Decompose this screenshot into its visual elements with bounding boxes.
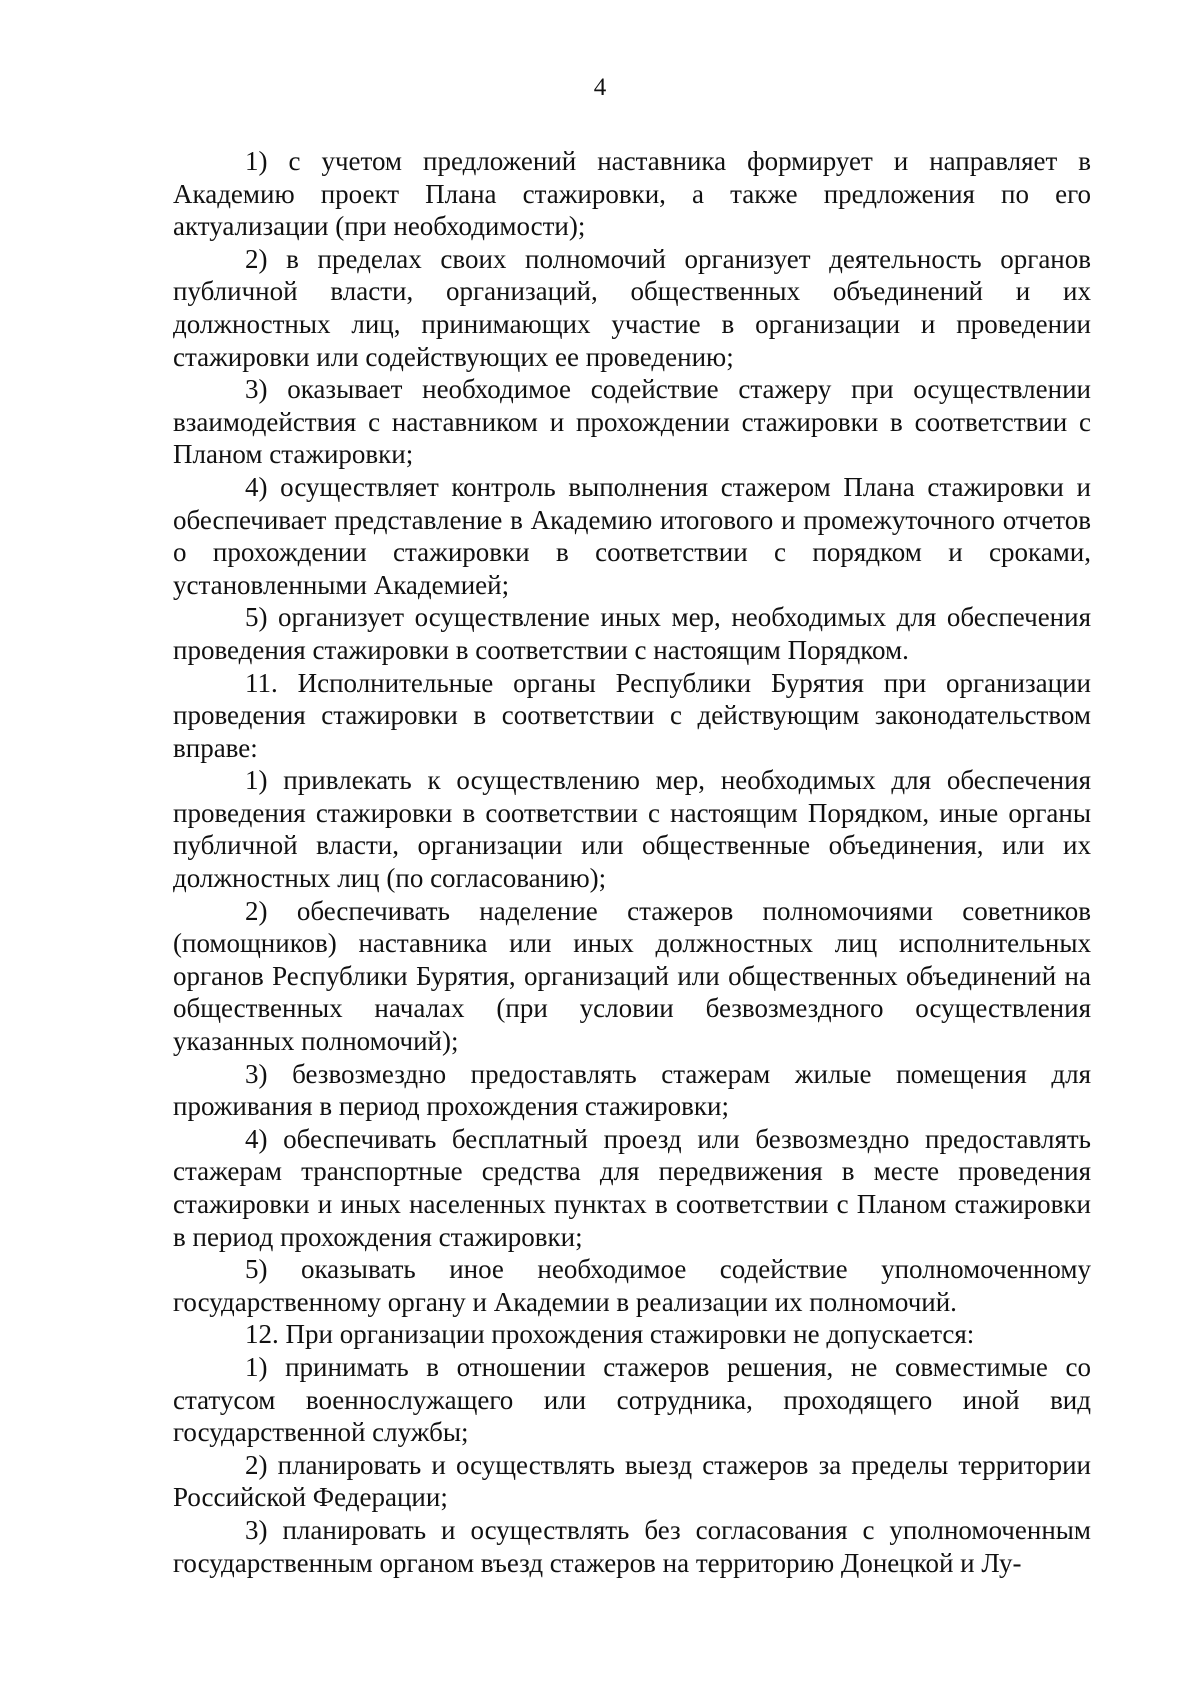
page-number: 4 [593, 74, 607, 101]
paragraph-11-5: 5) оказывать иное необходимое содействие уполномоченному государственному органу и Академии в реализации их полномочий. [173, 1254, 1091, 1317]
document-body [173, 145, 1091, 1579]
paragraph-11: 11. Исполнительные органы Республики Бурятия при организации проведения стажировки в соответствии с действующим законодательством вправе: [173, 667, 1091, 763]
paragraph-11-2: 2) обеспечивать наделение стажеров полномочиями советников (помощников) наставника или иных должностных лиц исполнительных органов Республики Бурятия, организаций или общественных объединений на общественных началах (при условии безвозмездного осуществления указанных полномочий); [173, 895, 1091, 1057]
paragraph-10-5: 5) организует осуществление иных мер, необходимых для обеспечения проведения стажировки в соответствии с настоящим Порядком. [173, 602, 1091, 665]
paragraph-11-1: 1) привлекать к осуществлению мер, необходимых для обеспечения проведения стажировки в соответствии с настоящим Порядком, иные органы публичной власти, организации или общественные объединения, или их должностных лиц (по согласованию); [173, 765, 1091, 894]
paragraph-12: 12. При организации прохождения стажировки не допускается: [245, 1319, 975, 1350]
paragraph-12-2: 2) планировать и осуществлять выезд стажеров за пределы территории Российской Федерации; [173, 1449, 1091, 1513]
paragraph-10-4: 4) осуществляет контроль выполнения стажером Плана стажировки и обеспечивает представление в Академию итогового и промежуточного отчетов о прохождении стажировки в соответствии с порядком и сроками, установленными Академией; [173, 471, 1091, 600]
paragraph-12-1: 1) принимать в отношении стажеров решения, не совместимые со статусом военнослужащего или сотрудника, проходящего иной вид государственной службы; [173, 1351, 1091, 1448]
paragraph-12-3: 3) планировать и осуществлять без согласования с уполномоченным государственным органом въезд стажеров на территорию Донецкой и Лу- [173, 1514, 1091, 1578]
paragraph-10-2: 2) в пределах своих полномочий организует деятельность органов публичной власти, организаций, общественных объединений и их должностных лиц, принимающих участие в организации и проведении стажировки или содействующих ее проведению; [173, 243, 1091, 372]
paragraph-11-3: 3) безвозмездно предоставлять стажерам жилые помещения для проживания в период прохождения стажировки; [173, 1058, 1091, 1122]
paragraph-11-4: 4) обеспечивать бесплатный проезд или безвозмездно предоставлять стажерам транспортные средства для передвижения в месте проведения стажировки и иных населенных пунктах в соответствии с Планом стажировки в период прохождения стажировки; [173, 1123, 1091, 1252]
paragraph-10-1: 1) с учетом предложений наставника формирует и направляет в Академию проект Плана стажировки, а также предложения по его актуализации (при необходимости); [173, 146, 1091, 242]
paragraph-10-3: 3) оказывает необходимое содействие стажеру при осуществлении взаимодействия с наставником и прохождении стажировки в соответствии с Планом стажировки; [173, 374, 1091, 470]
